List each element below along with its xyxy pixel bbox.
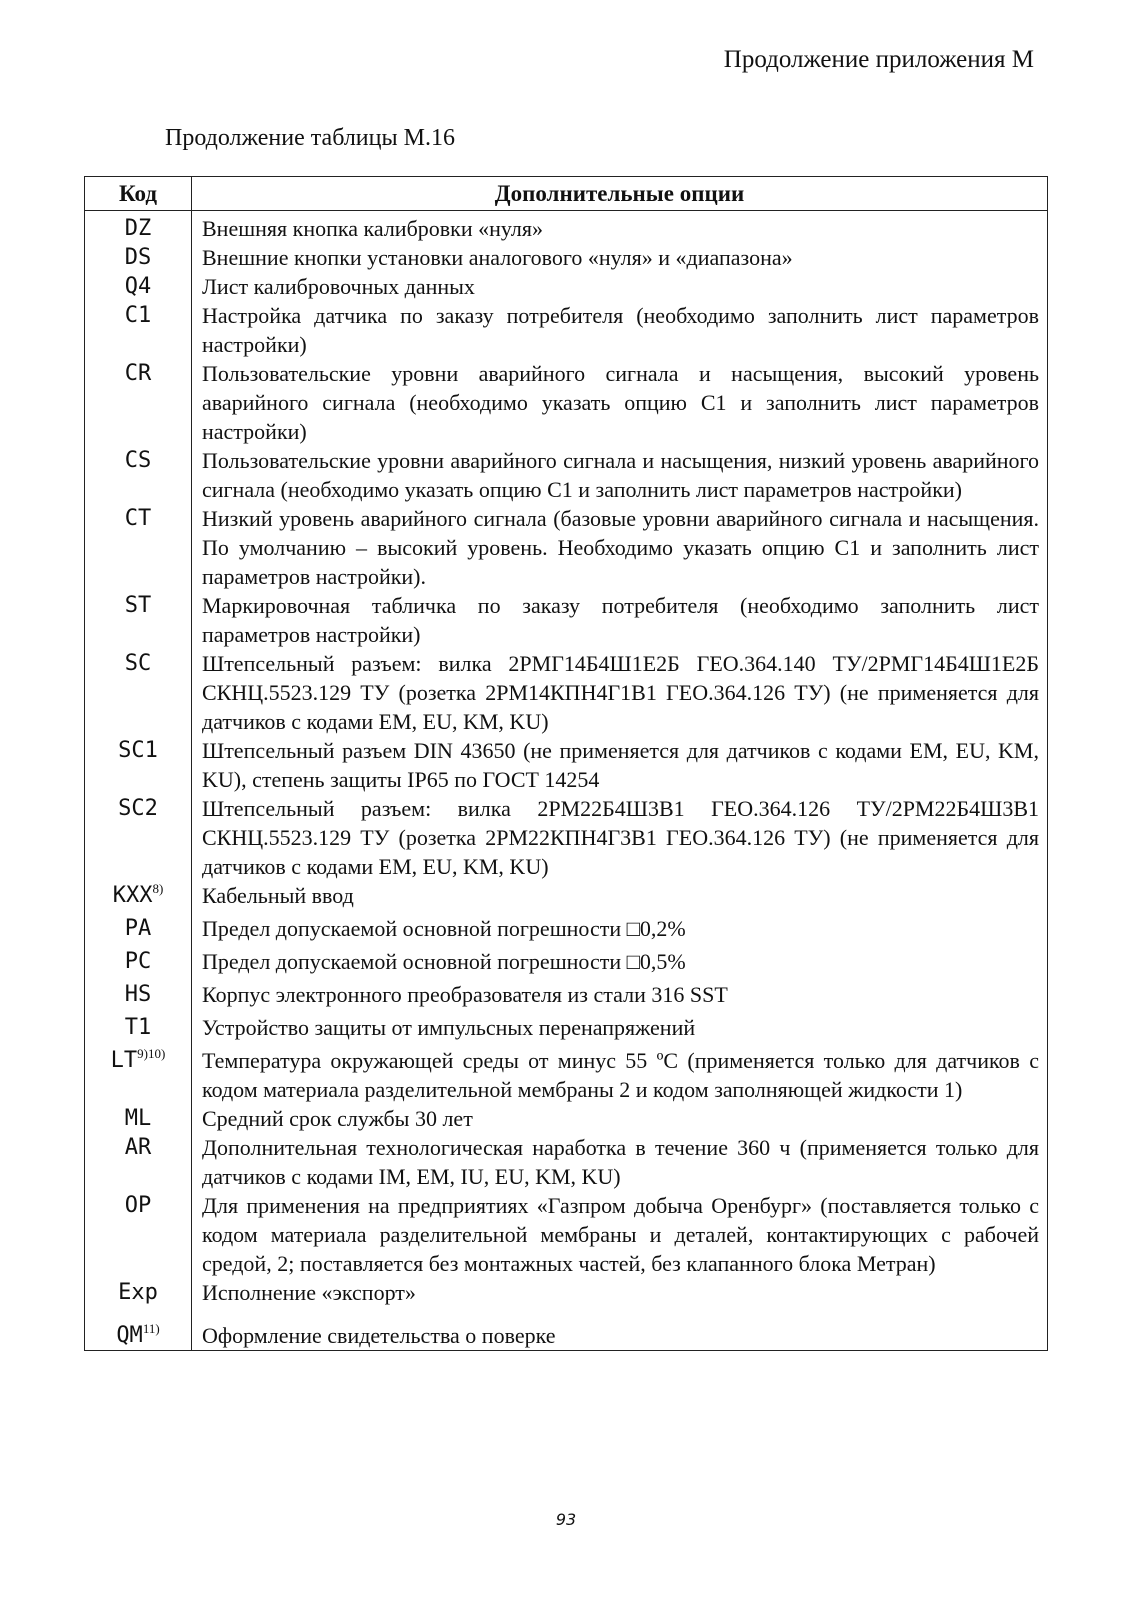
option-code	[85, 794, 192, 881]
table-caption: Продолжение таблицы М.16	[165, 125, 455, 151]
option-description: Пользовательские уровни аварийного сигнала и насыщения, высокий уровень аварийного сигнала (необходимо указать опцию С1 и заполнить лист параметров настройки)	[192, 359, 1048, 446]
table-row	[85, 1046, 1048, 1104]
option-code-text: HS	[124, 982, 152, 1007]
option-code-text: C1	[124, 303, 152, 328]
option-code	[85, 1278, 192, 1321]
table-row	[85, 591, 1048, 649]
option-description: Устройство защиты от импульсных перенапряжений	[192, 1013, 1048, 1046]
option-description: Внешние кнопки установки аналогового «нуля» и «диапазона»	[192, 243, 1048, 272]
option-code-text: KXX	[112, 883, 153, 908]
option-description: Дополнительная технологическая наработка в течение 360 ч (применяется только для датчиков с кодами IM, EM, IU, EU, KM, KU)	[192, 1133, 1048, 1191]
option-code-text: SC2	[118, 796, 158, 821]
option-code	[85, 1191, 192, 1278]
option-code-text: ST	[124, 593, 152, 618]
option-code-text: CR	[124, 361, 152, 386]
option-description: Для применения на предприятиях «Газпром добыча Оренбург» (поставляется только с кодом материала разделительной мембраны и деталей, контактирующих с рабочей средой, 2; поставляется без монтажных частей, без клапанного блока Метран)	[192, 1191, 1048, 1278]
option-code-text: SC	[124, 651, 152, 676]
table-row	[85, 1191, 1048, 1278]
option-description: Кабельный ввод	[192, 881, 1048, 914]
option-code	[85, 736, 192, 794]
option-code	[85, 649, 192, 736]
option-code-text: LT	[110, 1048, 138, 1073]
option-description: Средний срок службы 30 лет	[192, 1104, 1048, 1133]
footnote-marker: 11)	[142, 1321, 160, 1336]
option-description: Штепсельный разъем: вилка 2РМ22Б4Ш3В1 ГЕО.364.126 ТУ/2РМ22Б4Ш3В1 СКНЦ.5523.129 ТУ (розетка 2РМ22КПН4Г3В1 ГЕО.364.126 ТУ) (не применяется для датчиков с кодами EM, EU, KM, KU)	[192, 794, 1048, 881]
option-code	[85, 591, 192, 649]
table-body	[85, 211, 1048, 1351]
footnote-marker: 9)10)	[137, 1046, 166, 1061]
table-row	[85, 736, 1048, 794]
option-description: Внешняя кнопка калибровки «нуля»	[192, 211, 1048, 244]
table-row	[85, 301, 1048, 359]
option-code-text: QM	[116, 1323, 143, 1348]
option-code	[85, 1321, 192, 1351]
option-code	[85, 359, 192, 446]
table-row	[85, 359, 1048, 446]
table-row	[85, 243, 1048, 272]
option-description: Температура окружающей среды от минус 55 ºС (применяется только для датчиков с кодом материала разделительной мембраны 2 и кодом заполняющей жидкости 1)	[192, 1046, 1048, 1104]
option-code-text: T1	[124, 1015, 152, 1040]
option-description: Штепсельный разъем DIN 43650 (не применяется для датчиков с кодами EM, EU, KM, KU), степень защиты IP65 по ГОСТ 14254	[192, 736, 1048, 794]
table-row	[85, 881, 1048, 914]
option-description: Настройка датчика по заказу потребителя (необходимо заполнить лист параметров настройки)	[192, 301, 1048, 359]
option-description: Штепсельный разъем: вилка 2РМГ14Б4Ш1Е2Б ГЕО.364.140 ТУ/2РМГ14Б4Ш1Е2Б СКНЦ.5523.129 ТУ (розетка 2РМ14КПН4Г1В1 ГЕО.364.126 ТУ) (не применяется для датчиков с кодами EM, EU, KM, KU)	[192, 649, 1048, 736]
option-code-text: Q4	[124, 274, 152, 299]
table-row	[85, 947, 1048, 980]
option-code-text: CS	[124, 448, 152, 473]
option-description: Маркировочная табличка по заказу потребителя (необходимо заполнить лист параметров настройки)	[192, 591, 1048, 649]
table-row	[85, 1321, 1048, 1351]
option-description: Лист калибровочных данных	[192, 272, 1048, 301]
option-description: Предел допускаемой основной погрешности □0,2%	[192, 914, 1048, 947]
table-row	[85, 1278, 1048, 1321]
option-description: Исполнение «экспорт»	[192, 1278, 1048, 1321]
option-code-text: CT	[124, 506, 152, 531]
option-code-text: SC1	[118, 738, 158, 763]
option-code-text: Exp	[118, 1280, 158, 1305]
option-code-text: AR	[124, 1135, 152, 1160]
option-code	[85, 272, 192, 301]
option-code	[85, 1046, 192, 1104]
table-header-row	[85, 177, 1048, 211]
option-description: Пользовательские уровни аварийного сигнала и насыщения, низкий уровень аварийного сигнала (необходимо указать опцию С1 и заполнить лист параметров настройки)	[192, 446, 1048, 504]
option-code	[85, 947, 192, 980]
table-row	[85, 1104, 1048, 1133]
running-header: Продолжение приложения М	[723, 46, 1034, 73]
option-code	[85, 1133, 192, 1191]
option-code	[85, 243, 192, 272]
option-description: Оформление свидетельства о поверке	[192, 1321, 1048, 1351]
option-description: Предел допускаемой основной погрешности □0,5%	[192, 947, 1048, 980]
option-code	[85, 211, 192, 244]
table-row	[85, 914, 1048, 947]
table-row	[85, 649, 1048, 736]
option-code-text: OP	[124, 1193, 152, 1218]
table-row	[85, 446, 1048, 504]
option-description: Низкий уровень аварийного сигнала (базовые уровни аварийного сигнала и насыщения. По умолчанию – высокий уровень. Необходимо указать опцию С1 и заполнить лист параметров настройки).	[192, 504, 1048, 591]
option-code	[85, 881, 192, 914]
option-description: Корпус электронного преобразователя из стали 316 SST	[192, 980, 1048, 1013]
column-header-description: Дополнительные опции	[192, 177, 1048, 211]
option-code	[85, 914, 192, 947]
table-row	[85, 272, 1048, 301]
option-code-text: PC	[124, 949, 152, 974]
option-code	[85, 504, 192, 591]
table-row	[85, 1013, 1048, 1046]
options-table	[84, 176, 1048, 1351]
option-code-text: ML	[124, 1106, 152, 1131]
option-code	[85, 446, 192, 504]
option-code	[85, 1013, 192, 1046]
table-row	[85, 980, 1048, 1013]
page-number: 93	[555, 1510, 577, 1529]
option-code	[85, 980, 192, 1013]
option-code	[85, 301, 192, 359]
table-row	[85, 1133, 1048, 1191]
footnote-marker: 8)	[152, 881, 164, 896]
option-code-text: DZ	[124, 216, 152, 241]
option-code-text: DS	[124, 245, 152, 270]
column-header-code: Код	[85, 177, 192, 211]
option-code	[85, 1104, 192, 1133]
option-code-text: PA	[124, 916, 152, 941]
table-row	[85, 794, 1048, 881]
table-row	[85, 504, 1048, 591]
table-row	[85, 211, 1048, 244]
